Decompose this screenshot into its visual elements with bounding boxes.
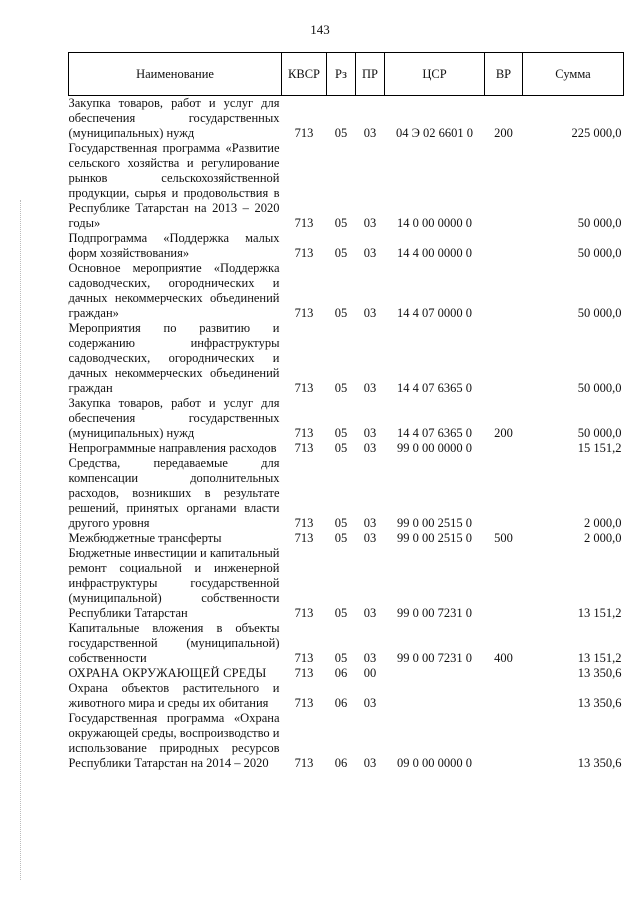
cell-name: Капитальные вложения в объекты государственной (муниципальной) собственности xyxy=(68,621,280,665)
cell-vr: 200 xyxy=(494,126,513,140)
cell-sum: 13 151,2 xyxy=(577,651,622,665)
cell-pr: 00 xyxy=(363,666,377,680)
cell-sum: 13 151,2 xyxy=(577,606,622,620)
cell-csr: 99 0 00 7231 0 xyxy=(397,651,472,665)
table-row xyxy=(69,321,624,396)
cell-rz: 05 xyxy=(334,381,348,395)
cell-vr xyxy=(485,231,523,261)
header-sum: Сумма xyxy=(523,53,624,96)
cell-rz: 06 xyxy=(334,756,348,770)
cell-vr xyxy=(485,141,523,231)
table-header-row xyxy=(69,53,624,96)
table-body xyxy=(69,96,624,772)
cell-rz: 05 xyxy=(334,216,348,230)
table-row xyxy=(69,681,624,711)
cell-kvsr: 713 xyxy=(294,426,314,440)
budget-table xyxy=(68,52,624,771)
cell-kvsr: 713 xyxy=(294,246,314,260)
cell-vr: 500 xyxy=(494,531,513,545)
cell-sum: 225 000,0 xyxy=(571,126,622,140)
cell-pr: 03 xyxy=(363,246,377,260)
cell-name: Непрограммные направления расходов xyxy=(68,441,277,455)
cell-rz: 05 xyxy=(334,126,348,140)
cell-vr xyxy=(485,441,523,456)
cell-rz: 05 xyxy=(334,531,348,545)
cell-sum: 13 350,6 xyxy=(577,666,622,680)
cell-pr: 03 xyxy=(363,696,377,710)
cell-sum: 50 000,0 xyxy=(577,216,622,230)
cell-rz: 05 xyxy=(334,441,348,455)
cell-kvsr: 713 xyxy=(294,516,314,530)
cell-kvsr: 713 xyxy=(294,666,314,680)
table-row xyxy=(69,441,624,456)
cell-sum: 50 000,0 xyxy=(577,306,622,320)
cell-rz: 05 xyxy=(334,651,348,665)
header-vr: ВР xyxy=(485,53,523,96)
header-pr: ПР xyxy=(356,53,385,96)
cell-pr: 03 xyxy=(363,126,377,140)
table-row xyxy=(69,141,624,231)
margin-marks xyxy=(20,200,23,880)
cell-csr: 14 0 00 0000 0 xyxy=(397,216,472,230)
cell-name: Бюджетные инвестиции и капитальный ремонт социальной и инженерной инфраструктуры государственной (муниципальной) собственности Республики Татарстан xyxy=(68,546,280,620)
table-row xyxy=(69,621,624,666)
cell-sum: 13 350,6 xyxy=(577,696,622,710)
cell-kvsr: 713 xyxy=(294,531,314,545)
cell-name: ОХРАНА ОКРУЖАЮЩЕЙ СРЕДЫ xyxy=(68,666,267,680)
cell-pr: 03 xyxy=(363,651,377,665)
cell-sum: 50 000,0 xyxy=(577,426,622,440)
cell-csr: 14 4 07 6365 0 xyxy=(397,381,472,395)
cell-vr xyxy=(485,681,523,711)
cell-pr: 03 xyxy=(363,531,377,545)
cell-csr: 14 4 07 6365 0 xyxy=(397,426,472,440)
cell-csr: 99 0 00 2515 0 xyxy=(397,516,472,530)
cell-name: Подпрограмма «Поддержка малых форм хозяйствования» xyxy=(68,231,280,260)
cell-csr: 99 0 00 2515 0 xyxy=(397,531,472,545)
cell-sum: 2 000,0 xyxy=(584,531,622,545)
cell-name: Закупка товаров, работ и услуг для обеспечения государственных (муниципальных) нужд xyxy=(68,396,280,440)
cell-sum: 50 000,0 xyxy=(577,246,622,260)
cell-vr xyxy=(485,546,523,621)
cell-vr: 400 xyxy=(494,651,513,665)
cell-csr: 99 0 00 7231 0 xyxy=(397,606,472,620)
table-row xyxy=(69,456,624,531)
cell-kvsr: 713 xyxy=(294,756,314,770)
cell-name: Закупка товаров, работ и услуг для обеспечения государственных (муниципальных) нужд xyxy=(68,96,280,140)
cell-kvsr: 713 xyxy=(294,696,314,710)
cell-name: Охрана объектов растительного и животного мира и среды их обитания xyxy=(68,681,280,710)
cell-sum: 50 000,0 xyxy=(577,381,622,395)
cell-csr: 99 0 00 0000 0 xyxy=(397,441,472,455)
header-csr: ЦСР xyxy=(385,53,485,96)
cell-pr: 03 xyxy=(363,756,377,770)
cell-pr: 03 xyxy=(363,381,377,395)
cell-csr xyxy=(385,681,485,711)
cell-pr: 03 xyxy=(363,606,377,620)
cell-name: Мероприятия по развитию и содержанию инфраструктуры садоводческих, огороднических и дачных некоммерческих объединений граждан xyxy=(68,321,280,395)
cell-csr: 09 0 00 0000 0 xyxy=(397,756,472,770)
cell-vr: 200 xyxy=(494,426,513,440)
cell-pr: 03 xyxy=(363,426,377,440)
cell-vr xyxy=(485,666,523,681)
cell-kvsr: 713 xyxy=(294,216,314,230)
cell-name: Средства, передаваемые для компенсации дополнительных расходов, возникших в результате решений, принятых органами власти другого уровня xyxy=(68,456,280,530)
header-kvsr: КВСР xyxy=(282,53,327,96)
page-number: 143 xyxy=(310,22,330,37)
table-row xyxy=(69,546,624,621)
cell-name: Межбюджетные трансферты xyxy=(68,531,222,545)
cell-sum: 15 151,2 xyxy=(577,441,622,455)
cell-rz: 05 xyxy=(334,606,348,620)
cell-vr xyxy=(485,261,523,321)
cell-pr: 03 xyxy=(363,306,377,320)
cell-rz: 05 xyxy=(334,306,348,320)
cell-name: Государственная программа «Развитие сельского хозяйства и регулирование рынков сельскохозяйственной продукции, сырья и продовольствия в Республике Татарстан на 2013 – 2020 годы» xyxy=(68,141,280,230)
cell-kvsr: 713 xyxy=(294,606,314,620)
cell-vr xyxy=(485,321,523,396)
cell-rz: 05 xyxy=(334,516,348,530)
table-row xyxy=(69,396,624,441)
cell-vr xyxy=(485,456,523,531)
cell-rz: 05 xyxy=(334,426,348,440)
cell-sum: 2 000,0 xyxy=(584,516,622,530)
cell-rz: 05 xyxy=(334,246,348,260)
table-row xyxy=(69,666,624,681)
cell-name: Государственная программа «Охрана окружающей среды, воспроизводство и использование природных ресурсов Республики Татарстан на 2014 – 2020 xyxy=(68,711,280,770)
cell-pr: 03 xyxy=(363,516,377,530)
header-rz: Рз xyxy=(327,53,356,96)
cell-vr xyxy=(485,711,523,771)
table-row xyxy=(69,261,624,321)
cell-kvsr: 713 xyxy=(294,441,314,455)
cell-name: Основное мероприятие «Поддержка садоводческих, огороднических и дачных некоммерческих объединений граждан» xyxy=(68,261,280,320)
header-name: Наименование xyxy=(69,53,282,96)
table-row xyxy=(69,231,624,261)
cell-csr: 14 4 07 0000 0 xyxy=(397,306,472,320)
cell-csr: 14 4 00 0000 0 xyxy=(397,246,472,260)
cell-sum: 13 350,6 xyxy=(577,756,622,770)
cell-pr: 03 xyxy=(363,216,377,230)
table-row xyxy=(69,711,624,771)
cell-csr xyxy=(385,666,485,681)
table-row xyxy=(69,96,624,142)
cell-kvsr: 713 xyxy=(294,381,314,395)
cell-kvsr: 713 xyxy=(294,306,314,320)
cell-csr: 04 Э 02 6601 0 xyxy=(395,126,473,140)
cell-rz: 06 xyxy=(334,666,348,680)
cell-kvsr: 713 xyxy=(294,126,314,140)
cell-pr: 03 xyxy=(363,441,377,455)
cell-kvsr: 713 xyxy=(294,651,314,665)
cell-rz: 06 xyxy=(334,696,348,710)
table-row xyxy=(69,531,624,546)
